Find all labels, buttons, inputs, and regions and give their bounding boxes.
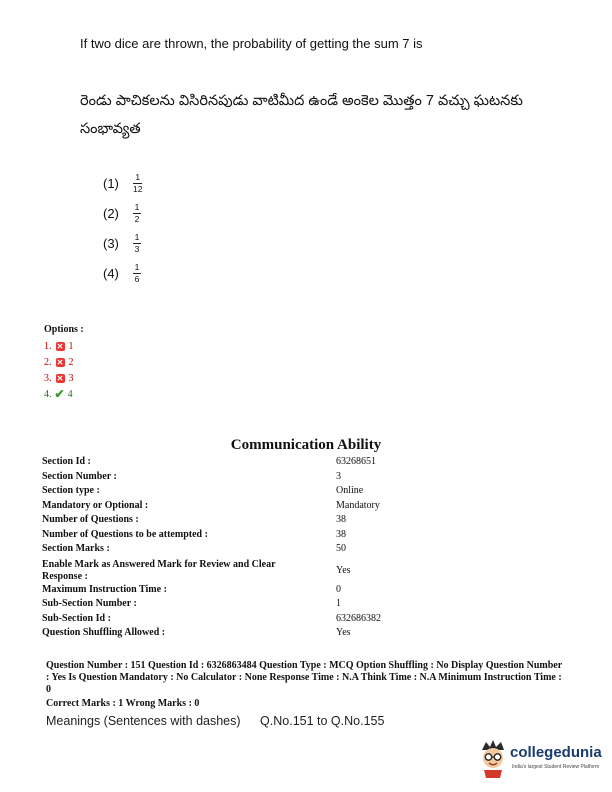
detail-label: Sub-Section Number :	[42, 598, 137, 609]
option-item	[44, 386, 84, 402]
detail-label: Section Id :	[42, 456, 91, 467]
logo-name: collegedunia	[510, 744, 602, 761]
detail-row	[42, 500, 442, 515]
numerator: 1	[134, 261, 140, 272]
option-value: 3	[68, 372, 74, 384]
check-icon: ✔	[54, 386, 65, 401]
detail-row	[42, 598, 442, 613]
denominator: 6	[134, 273, 140, 284]
collegedunia-logo	[476, 738, 606, 782]
option-index: 3.	[44, 372, 52, 384]
detail-label: Maximum Instruction Time :	[42, 583, 167, 595]
meanings-heading	[46, 714, 384, 728]
marks-line: Correct Marks : 1 Wrong Marks : 0	[46, 698, 200, 709]
option-index: 2.	[44, 356, 52, 368]
option-item	[44, 354, 84, 370]
detail-row	[42, 456, 442, 471]
answer-choices	[103, 168, 142, 288]
detail-label: Section Number :	[42, 470, 117, 482]
cross-icon: ✕	[56, 341, 64, 351]
options-heading: Options :	[44, 324, 84, 335]
question-telugu: రెండు పాచికలను విసిరినపుడు వాటిమీద ఉండే అంకెల మొత్తం 7 వచ్చు ఘటనకు సంభావ్యత	[80, 93, 523, 137]
choice-label: (3)	[103, 235, 119, 251]
detail-label: Section Marks :	[42, 543, 110, 554]
detail-label: Question Shuffling Allowed :	[42, 627, 166, 638]
numerator: 1	[135, 171, 141, 182]
detail-label: Section type :	[42, 485, 100, 496]
detail-value: Yes	[336, 627, 351, 638]
option-value: 4	[67, 388, 73, 400]
detail-row	[42, 613, 442, 628]
detail-value: 3	[336, 470, 341, 482]
option-value: 1	[68, 340, 74, 352]
section-details	[42, 456, 442, 642]
denominator: 3	[134, 243, 140, 254]
detail-value: Online	[336, 485, 364, 496]
detail-row	[42, 529, 442, 544]
cross-icon: ✕	[56, 373, 64, 383]
choice-2	[103, 198, 142, 228]
fraction	[133, 263, 141, 284]
detail-value: Yes	[336, 564, 351, 576]
detail-value: 632686382	[336, 612, 381, 624]
detail-row	[42, 558, 442, 584]
choice-1	[103, 168, 142, 198]
detail-label: Sub-Section Id :	[42, 612, 111, 624]
question-meta-line: Question Number : 151 Question Id : 6326863484 Question Type : MCQ Option Shuffling : No Display Question Number : Yes Is Question Mandatory : No Calculator : None Response Time : N.A Think Time : N.A Minimum Instruction Time : 0	[46, 660, 562, 695]
question-english: If two dice are thrown, the probability of getting the sum 7 is	[80, 36, 423, 51]
options-list	[44, 324, 84, 402]
detail-row	[42, 471, 442, 486]
detail-row	[42, 627, 442, 642]
choice-3	[103, 228, 142, 258]
logo-tagline: India's largest Student Review Platform	[512, 764, 600, 770]
detail-row	[42, 485, 442, 500]
detail-value: 50	[336, 543, 346, 554]
numerator: 1	[134, 231, 140, 242]
option-item	[44, 338, 84, 354]
fraction	[133, 233, 141, 254]
question-info	[46, 660, 566, 710]
detail-value: 1	[336, 598, 341, 609]
fraction	[133, 203, 141, 224]
detail-label: Mandatory or Optional :	[42, 499, 149, 511]
choice-label: (2)	[103, 205, 119, 221]
meanings-range: Q.No.151 to Q.No.155	[260, 714, 385, 728]
numerator: 1	[134, 201, 140, 212]
denominator: 2	[134, 213, 140, 224]
fraction	[133, 173, 142, 194]
detail-value: 38	[336, 528, 346, 540]
meanings-label: Meanings (Sentences with dashes)	[46, 714, 241, 728]
detail-value: 38	[336, 514, 346, 525]
detail-label: Number of Questions :	[42, 514, 139, 525]
option-index: 1.	[44, 340, 52, 352]
section-title: Communication Ability	[230, 437, 382, 453]
choice-label: (1)	[103, 175, 119, 191]
detail-row	[42, 543, 442, 558]
option-item	[44, 370, 84, 386]
denominator: 12	[133, 183, 143, 194]
detail-label: Number of Questions to be attempted :	[42, 528, 208, 540]
choice-label: (4)	[103, 265, 119, 281]
option-value: 2	[68, 356, 74, 368]
mascot-icon	[476, 738, 510, 778]
option-index: 4.	[44, 388, 52, 400]
detail-value: 0	[336, 583, 341, 595]
detail-row	[42, 514, 442, 529]
choice-4	[103, 258, 142, 288]
detail-label: Enable Mark as Answered Mark for Review and Clear Response :	[42, 558, 276, 582]
detail-value: Mandatory	[336, 499, 380, 511]
detail-value: 63268651	[336, 456, 376, 467]
cross-icon: ✕	[56, 357, 64, 367]
detail-row	[42, 584, 442, 599]
